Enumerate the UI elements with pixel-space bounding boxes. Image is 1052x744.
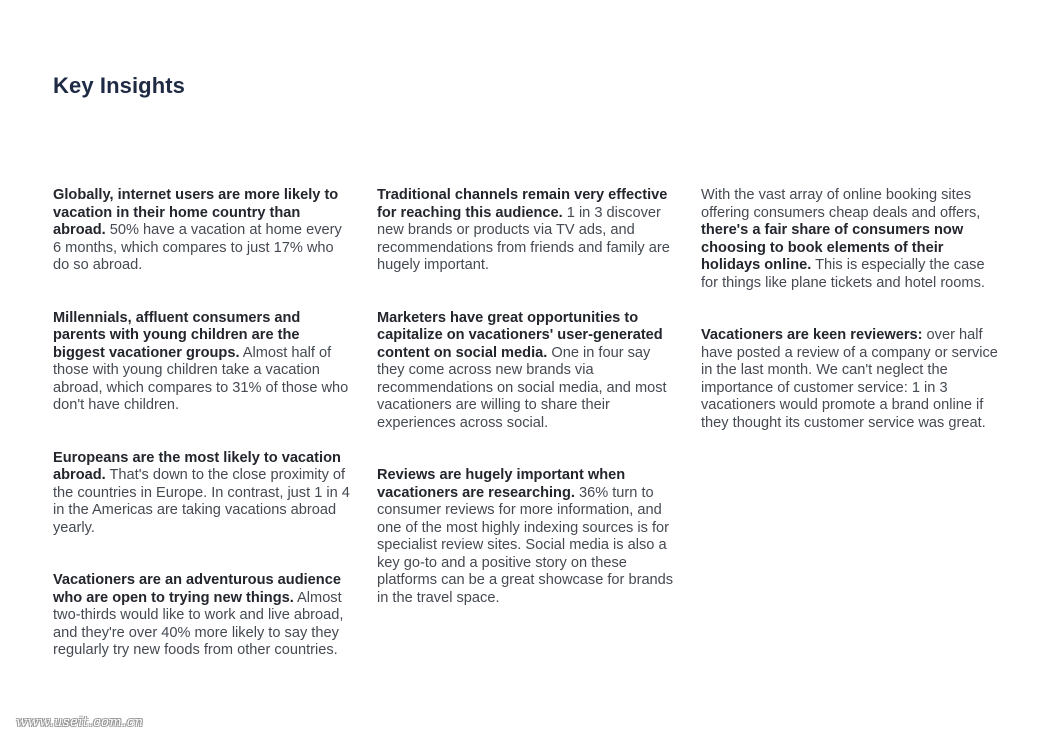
insight-headline: Vacationers are an adventurous audience who are open to trying new things. <box>53 572 341 606</box>
insight-headline: Traditional channels remain very effective for reaching this audience. <box>377 187 668 221</box>
insight-body: Almost half of those with young children take a vacation abroad, which compares to 31% of those who don't have children. <box>53 344 349 413</box>
insight-adventurous-audience <box>53 572 353 660</box>
insight-body: That's down to the close proximity of the countries in Europe. In contrast, just 1 in 4 in the Americas are taking vacations abroad yearly. <box>53 467 350 536</box>
insight-europeans-abroad <box>53 450 353 538</box>
insight-headline: Reviews are hugely important when vacationers are researching. <box>377 467 626 501</box>
insight-body: Almost two-thirds would like to work and live abroad, and they're over 40% more likely to say they regularly try new foods from other countries. <box>53 589 344 658</box>
insight-body: 1 in 3 discover new brands or products via TV ads, and recommendations from friends and family are hugely important. <box>377 204 670 273</box>
insight-headline: Globally, internet users are more likely to vacation in their home country than abroad. <box>53 187 339 238</box>
insight-vacationer-groups <box>53 310 353 415</box>
insight-body: 50% have a vacation at home every 6 months, which compares to just 17% who do so abroad. <box>53 222 342 273</box>
insight-headline: Europeans are the most likely to vacation abroad. <box>53 449 341 483</box>
insight-headline: Marketers have great opportunities to capitalize on vacationers' user-generated content on social media. <box>377 309 663 361</box>
insight-body: This is especially the case for things like plane tickets and hotel rooms. <box>701 257 985 291</box>
page-title: Key Insights <box>53 73 186 98</box>
watermark: www.useit.com.cn <box>16 715 144 730</box>
insight-online-booking <box>701 187 1001 292</box>
insight-body: With the vast array of online booking sites offering consumers cheap deals and offers, <box>701 187 981 221</box>
insight-headline: there's a fair share of consumers now choosing to book elements of their holidays online. <box>701 222 964 273</box>
insight-headline: Vacationers are keen reviewers: <box>701 327 923 343</box>
insight-headline: Millennials, affluent consumers and parents with young children are the biggest vacationer groups. <box>53 309 301 361</box>
insights-column-1 <box>53 187 353 695</box>
insight-traditional-channels <box>377 187 677 275</box>
insight-body: One in four say they come across new brands via recommendations on social media, and most vacationers are willing to share their experiences across social. <box>377 344 667 431</box>
insights-column-2 <box>377 187 677 642</box>
insight-home-vacation <box>53 187 353 275</box>
insight-keen-reviewers <box>701 327 1001 432</box>
insight-reviews-research <box>377 467 677 607</box>
insight-body: 36% turn to consumer reviews for more information, and one of the most highly indexing sources is for specialist review sites. Social media is also a key go-to and a positive story on these platforms can be a great showcase for brands in the travel space. <box>377 484 674 606</box>
insight-social-media-ugc <box>377 310 677 433</box>
insights-column-3 <box>701 187 1001 467</box>
insight-body: over half have posted a review of a company or service in the last month. We can't neglect the importance of customer service: 1 in 3 vacationers would promote a brand online if they thought its customer service was great. <box>701 327 998 431</box>
